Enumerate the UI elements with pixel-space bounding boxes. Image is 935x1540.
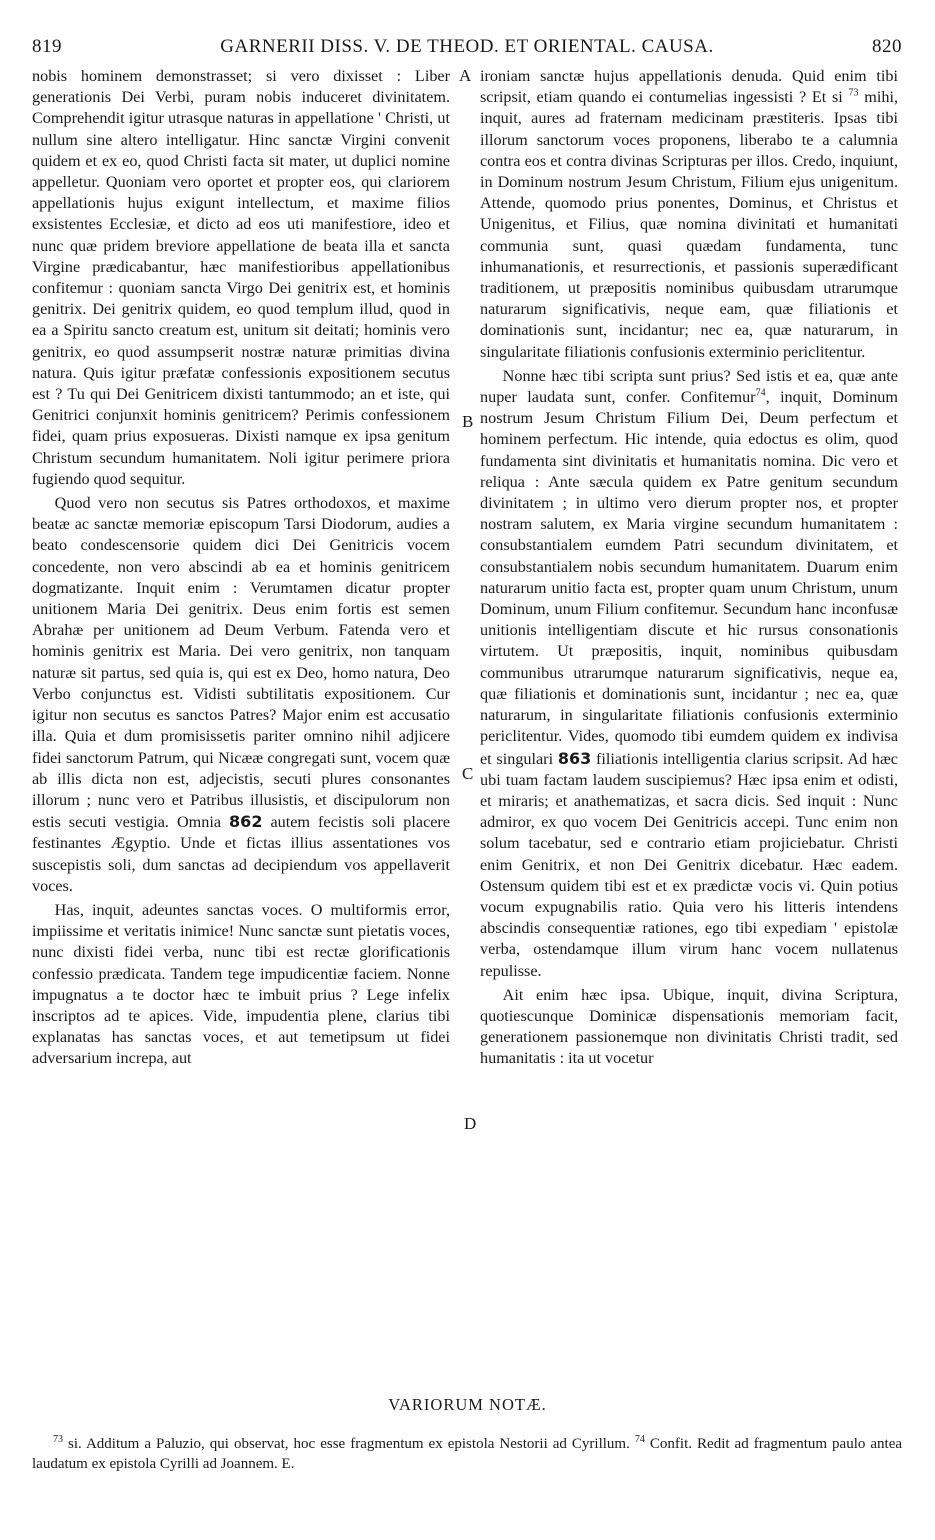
paragraph-text: filiationis intelligentia clarius scripsit. Ad hæc ubi tuam factam laudem suscipiemus? Hæc ipsa enim et odisti, et miraris; et anathematizas, et sacra dicis. Sed inquit : Nunc admiror, ex quo vocem Dei Genitricis accepi. Tunc enim non solum tacebatur, sed e contrario etiam projiciebatur. Christi enim Genitrix, et non Dei Genitrix dicebatur. Hæc eadem. Ostensum quidem tibi est et ex prædictæ vocis vi. Quin potius vocum expugnabilis ratio. Quia vero his litteris intendens abscindis consequentiæ rationes, ego tibi expediam ' epistolæ verba, ostendamque illum virum hanc vocem nullatenus repulisse. [480,749,898,980]
margin-mark-d: D [464,1114,477,1133]
running-title: GARNERII DISS. V. DE THEOD. ET ORIENTAL. CAUSA. [220,36,714,57]
paragraph-text: autem fecistis soli placere festinantes Ægyptio. Unde et fictas illius assentationes vos suscepistis soli, dum sanctas ad decipiendum vos appellaverit voces. [32,813,451,895]
paragraph: Has, inquit, adeuntes sanctas voces. O multiformis error, impiissime et veritatis inimice! Nunc sanctæ sunt pietatis voces, nunc dixisti fidei verba, nunc tibi est rectæ glorificationis confessio prædicata. Tandem tege impudicentiæ faciem. Nonne impugnatus a te doctor hæc te imbuit prius ? Lege infelix inscriptos ad te apices. Vide, impudentia plene, clarius tibi explanatas has sanctas voces, et aut temetipsum ut fidei adversarium increpa, aut [32,900,450,1068]
footnote [32,1434,902,1474]
page-number-left: 819 [32,36,62,57]
original-page-number: 862 [229,812,263,832]
margin-mark-b: B [462,412,474,431]
right-column [480,66,898,1070]
footnote-mark: 73 [53,1434,63,1445]
footnote-text: si. Additum a Paluzio, qui observat, hoc esse fragmentum ex epistola Nestorii ad Cyrillum. [68,1436,630,1452]
footnote-text: Confit. Redit ad fragmentum paulo antea laudatum ex epistola Cyrilli ad Joannem. E. [32,1436,903,1472]
paragraph [32,493,450,897]
original-page-number: 863 [557,748,592,768]
paragraph [480,366,898,982]
footnotes [32,1434,902,1474]
page-number-right: 820 [872,36,902,57]
paragraph: nobis hominem demonstrasset; si vero dixisset : Liber generationis Dei Verbi, puram nobis induceret divinitatem. Comprehendit igitur utrasque naturas in appellatione ' Christi, ut nullum sine altero intelligatur. Hinc sanctæ Virgini convenit quidem et ex eo, quod Christi facta sit mater, ut duplici nomine appelletur. Quoniam vero oportet et propter eos, qui clariorem appellationis hujus exigunt intellectum, et maxime filios exsistentes Ecclesiæ, et dicto ad eos uti manifestiore, ideo et nunc quæ pridem breviore appellatione de beata illa et sancta Virgine prædicabantur, hæc manifestioribus appellationibus confitemur : quoniam sancta Virgo Dei genitrix est, et hominis genitrix. Dei genitrix quidem, eo quod templum illud, quod in ea a Spiritu sancto creatum est, unitum sit deitati; hominis vero genitrix, eo quod assumpserit nostræ naturæ primitias divina natura. Quis igitur præfatæ confessionis expositionem secutus est ? Tu qui Dei Genitricem dixisti tantummodo; an et iste, qui Genitrici conjunxit hominis genitricem? Perimis confessionem fidei, quam prius exposueras. Dixisti namque ex ipsa genitum Christum secundum humanitatem. Noli igitur perimere priora fugiendo quod sequitur. [32,67,450,488]
paragraph: Ait enim hæc ipsa. Ubique, inquit, divina Scriptura, quotiescunque Dominicæ dispensationis memoriam facit, generationem passionemque non divinitatis Christi tradit, sed humanitatis : ita ut vocetur [480,985,898,1068]
paragraph-text: Nonne hæc tibi scripta sunt prius? Sed istis et ea, quæ ante nuper laudata sunt, confer. Confitemur [480,366,898,407]
margin-mark-a: A [459,66,472,85]
footnote-mark: 74 [634,1434,645,1445]
margin-mark-c: C [462,764,474,783]
footnote-ref: 73 [848,87,859,99]
left-column [32,66,450,1070]
paragraph-text: Quod vero non secutus sis Patres orthodoxos, et maxime beatæ ac sanctæ memoriæ episcopum Tarsi Diodorum, audies a beato condescensorie quidem dici Dei Genitricis vocem concedente, non vero abscindi ab ea et hominis genitricem dogmatizante. Inquit enim : Verumtamen dicatur propter unitionem Maria Dei genitrix. Deus enim fortis est semen Abrahæ per unitionem ad Deum Verbum. Fatenda vero et hominis genitrix est Maria. Dei vero genitrix, non tanquam naturæ sit partus, sed quia is, qui est ex Deo, homo natura, Deo Verbo conjunctus est. Vidisti subtilitatis expositionem. Cur igitur non secutus es sanctos Patres? Major enim est accusatio illa. Quia et dum promisissetis pariter omnino nihil adjicere fidei sanctorum Patrum, qui Nicææ congregati sunt, vocem quæ ab illis dicta non est, adjecistis, secuti plures consonantes illorum ; nunc vero et Patribus illusistis, et discipulorum non estis secuti vestigia. Omnia [32,494,450,832]
running-header [32,36,902,60]
notes-title: VARIORUM NOTÆ. [388,1395,547,1414]
paragraph-text: , inquit, Dominum nostrum Jesum Christum Filium Dei, Deum perfectum et hominem perfectum. Hic intende, quia edoctus es olim, quod fundamenta sint divinitatis et humanitatis nomina. Dic vero et reliqua : Ante sæcula quidem ex Patre genitum secundum divinitatem ; in ultimo vero dierum propter nos, et propter nostram salutem, ex Maria virgine secundum humanitatem : consubstantialem eumdem Patri secundum divinitatem, et consubstantialem nobis secundum humanitatem. Duarum enim naturarum unitio facta est, propter quam unum Christum, unum Dominum, unum Filium confitemur. Secundum hanc inconfusæ unitionis intelligentiam discute et hic rursus consonationis virtutem. Ut præpositis, inquit, nominibus quibusdam communibus utrarumque naturarum significativis, neque ea, quæ filiationis et dominationis sunt, incidantur ; nec ea, quæ naturarum, in singularitate filiationis confusionis exterminio periclitentur. Vides, quomodo tibi eumdem quidem ex indivisa et singulari [480,388,898,768]
footnote-ref: 74 [755,387,766,399]
paragraph [480,66,898,363]
paragraph-text: mihi, inquit, aures ad fraternam medicinam præstiteris. Ipsas tibi illorum sanctorum voces proponens, liberabo te a calumnia contra eos et contra divinas Scripturas per illos. Credo, inquiunt, in Dominum nostrum Jesum Christum, Filium ejus unigenitum. Attende, quomodo prius ponentes, Dominus, et Christus et Unigenitus, et Filius, quæ nomina divinitati et humanitati communia sunt, quasi quædam fundamenta, tunc inhumanationis, et resurrectionis, et passionis superædificant traditionem, ut præpositis nominibus quibusdam utrarumque naturarum significativis, neque eam, quæ filiationis et dominationis sunt, incidantur; nec ea, quæ naturarum, in singularitate filiationis confusionis exterminio periclitentur. [480,88,898,361]
paragraph-text: ironiam sanctæ hujus appellationis denuda. Quid enim tibi scripsit, etiam quando ei contumelias ingessisti ? Et si [480,67,898,107]
